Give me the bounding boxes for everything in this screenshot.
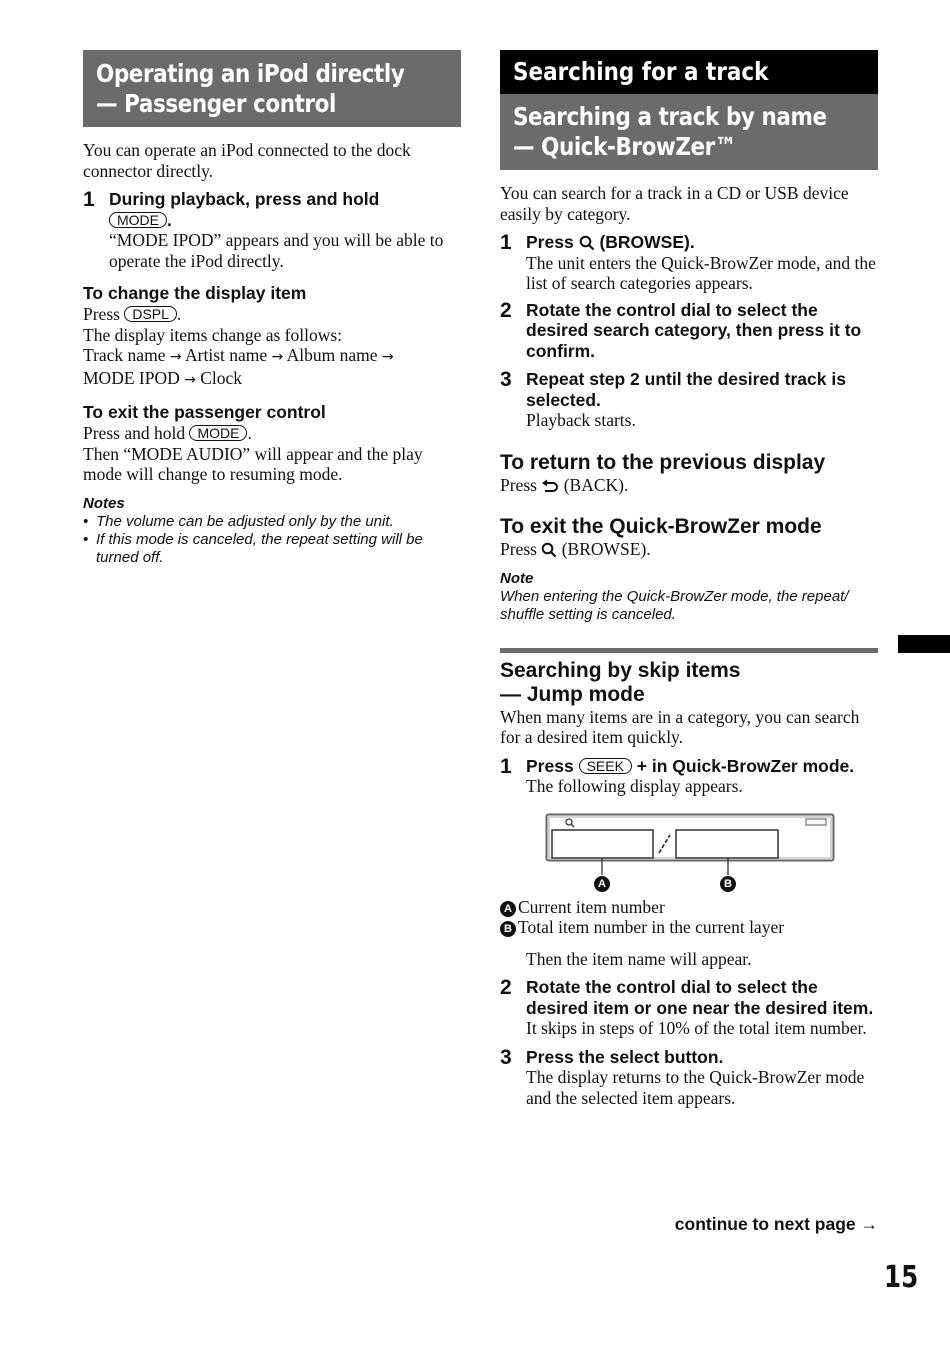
return-previous-body — [500, 475, 878, 496]
callout-a: A — [594, 876, 610, 892]
display-illustration — [500, 807, 878, 897]
left-column — [83, 50, 461, 567]
step-heading — [526, 232, 878, 253]
qb-step-2 — [500, 300, 878, 362]
jump-heading-line2: — Jump mode — [500, 682, 645, 706]
legend-b-marker: B — [500, 921, 516, 937]
banner-title-line1: Operating an iPod directly — [96, 59, 405, 88]
exit-passenger-body — [83, 423, 461, 485]
step-heading-post: + in Quick-BrowZer mode. — [636, 755, 855, 776]
press-text: Press — [500, 474, 537, 495]
jump-step-2 — [500, 977, 878, 1039]
step-heading-pre: Press — [526, 755, 574, 776]
back-label: (BACK). — [563, 474, 629, 495]
step-heading-pre: Press — [526, 232, 574, 252]
banner-title-line2: — Quick-BrowZer™ — [513, 132, 736, 161]
seq-artist-name: Artist name — [185, 345, 268, 365]
step-heading-post: (BROWSE). — [599, 232, 695, 252]
exit-passenger-text: Then “MODE AUDIO” will appear and the play mode will change to resuming mode. — [83, 443, 423, 484]
return-previous-heading: To return to the previous display — [500, 450, 826, 474]
page-edge-tab — [898, 635, 950, 653]
qb-step-3 — [500, 369, 878, 431]
seq-track-name: Track name — [83, 345, 166, 365]
step-text: “MODE IPOD” appears and you will be able to operate the iPod directly. — [109, 230, 444, 271]
step-text: The display returns to the Quick-BrowZer mode and the selected item appears. — [526, 1067, 865, 1108]
section-divider — [500, 648, 878, 653]
arrow-icon: → — [381, 349, 394, 365]
step-heading: Rotate the control dial to select the desired item or one near the desired item. — [526, 977, 874, 1018]
step-heading: Press the select button. — [526, 1046, 724, 1067]
arrow-icon: → — [184, 371, 196, 388]
legend-b-text: Total item number in the current layer — [518, 917, 785, 937]
step-heading: Rotate the control dial to select the desired search category, then press it to confirm. — [526, 299, 862, 361]
step-heading: Repeat step 2 until the desired track is selected. — [526, 369, 846, 410]
page-number: 15 — [884, 1260, 919, 1295]
note-heading: Note — [500, 569, 534, 587]
jump-heading-line1: Searching by skip items — [500, 658, 741, 682]
step-number: 2 — [500, 298, 512, 322]
press-hold-text: Press and hold — [83, 423, 186, 443]
right-column — [500, 50, 878, 1108]
step-heading — [109, 189, 461, 230]
jump-mode-heading — [500, 659, 878, 707]
note-text: If this mode is canceled, the repeat setting will be turned off. — [96, 530, 423, 566]
search-icon — [579, 235, 595, 251]
press-text: Press — [500, 539, 537, 559]
seek-key: SEEK — [579, 758, 632, 774]
note-item: • If this mode is canceled, the repeat setting will be turned off. — [83, 531, 461, 567]
note-item: • The volume can be adjusted only by the unit. — [83, 512, 394, 530]
banner-title-line2: — Passenger control — [96, 89, 336, 118]
note-text: When entering the Quick-BrowZer mode, the repeat/ shuffle setting is canceled. — [500, 587, 849, 623]
ipod-section-banner — [83, 50, 461, 127]
mode-key: MODE — [189, 425, 247, 441]
step-number: 1 — [500, 231, 512, 254]
arrow-icon: → — [169, 349, 182, 365]
seq-album-name: Album name — [286, 345, 378, 365]
step-number: 3 — [500, 368, 512, 391]
seq-mode-ipod: MODE IPOD — [83, 367, 180, 388]
legend-a — [500, 897, 878, 918]
step-text: The following display appears. — [526, 776, 743, 796]
ipod-step-1 — [83, 189, 461, 271]
mode-key: MODE — [109, 212, 167, 228]
change-display-heading: To change the display item — [83, 283, 307, 303]
back-icon — [541, 479, 559, 494]
step-text: The unit enters the Quick-BrowZer mode, and the list of search categories appears. — [526, 252, 876, 293]
step-heading-text: During playback, press and hold — [109, 189, 380, 209]
dspl-key: DSPL — [124, 306, 177, 322]
qb-step-1 — [500, 232, 878, 294]
press-end: . — [247, 423, 252, 443]
jump-step-3 — [500, 1047, 878, 1109]
legend-a-marker: A — [500, 901, 516, 917]
legend-a-text: Current item number — [518, 896, 665, 917]
search-icon — [541, 542, 557, 558]
ipod-intro: You can operate an iPod connected to the dock connector directly. — [83, 140, 411, 181]
banner-title-line1: Searching a track by name — [513, 102, 827, 131]
quickbrowzer-banner — [500, 94, 878, 170]
step-text: It skips in steps of 10% of the total item number. — [526, 1018, 867, 1038]
step-heading-end: . — [167, 209, 172, 230]
step-number: 1 — [83, 188, 95, 211]
notes-heading: Notes — [83, 494, 125, 512]
browse-label: (BROWSE). — [561, 539, 651, 559]
then-text: Then the item name will appear. — [526, 948, 752, 969]
continue-next-page: continue to next page → — [674, 1214, 878, 1234]
press-end: . — [176, 304, 182, 324]
step-number: 3 — [500, 1045, 512, 1069]
callout-b: B — [720, 876, 736, 892]
step-number: 2 — [500, 976, 512, 999]
legend-b — [500, 917, 878, 938]
change-display-line: The display items change as follows: — [83, 324, 343, 345]
jump-intro: When many items are in a category, you can search for a desired item quickly. — [500, 706, 860, 747]
arrow-icon: → — [271, 349, 284, 365]
section-title: Searching for a track — [513, 57, 769, 86]
step-number: 1 — [500, 754, 512, 778]
exit-passenger-heading: To exit the passenger control — [83, 402, 326, 422]
exit-qb-body — [500, 539, 878, 560]
press-text: Press — [83, 304, 120, 324]
exit-qb-heading: To exit the Quick-BrowZer mode — [500, 515, 822, 538]
lcd-diagram — [500, 807, 878, 897]
step-text: Playback starts. — [526, 410, 636, 430]
searching-track-bar — [500, 50, 878, 94]
seq-clock: Clock — [200, 367, 243, 388]
jump-step-1 — [500, 756, 878, 797]
change-display-body — [83, 304, 461, 390]
note-text: The volume can be adjusted only by the unit. — [96, 512, 394, 530]
quickbrowzer-intro: You can search for a track in a CD or USB device easily by category. — [500, 183, 849, 224]
step-heading — [526, 756, 878, 777]
